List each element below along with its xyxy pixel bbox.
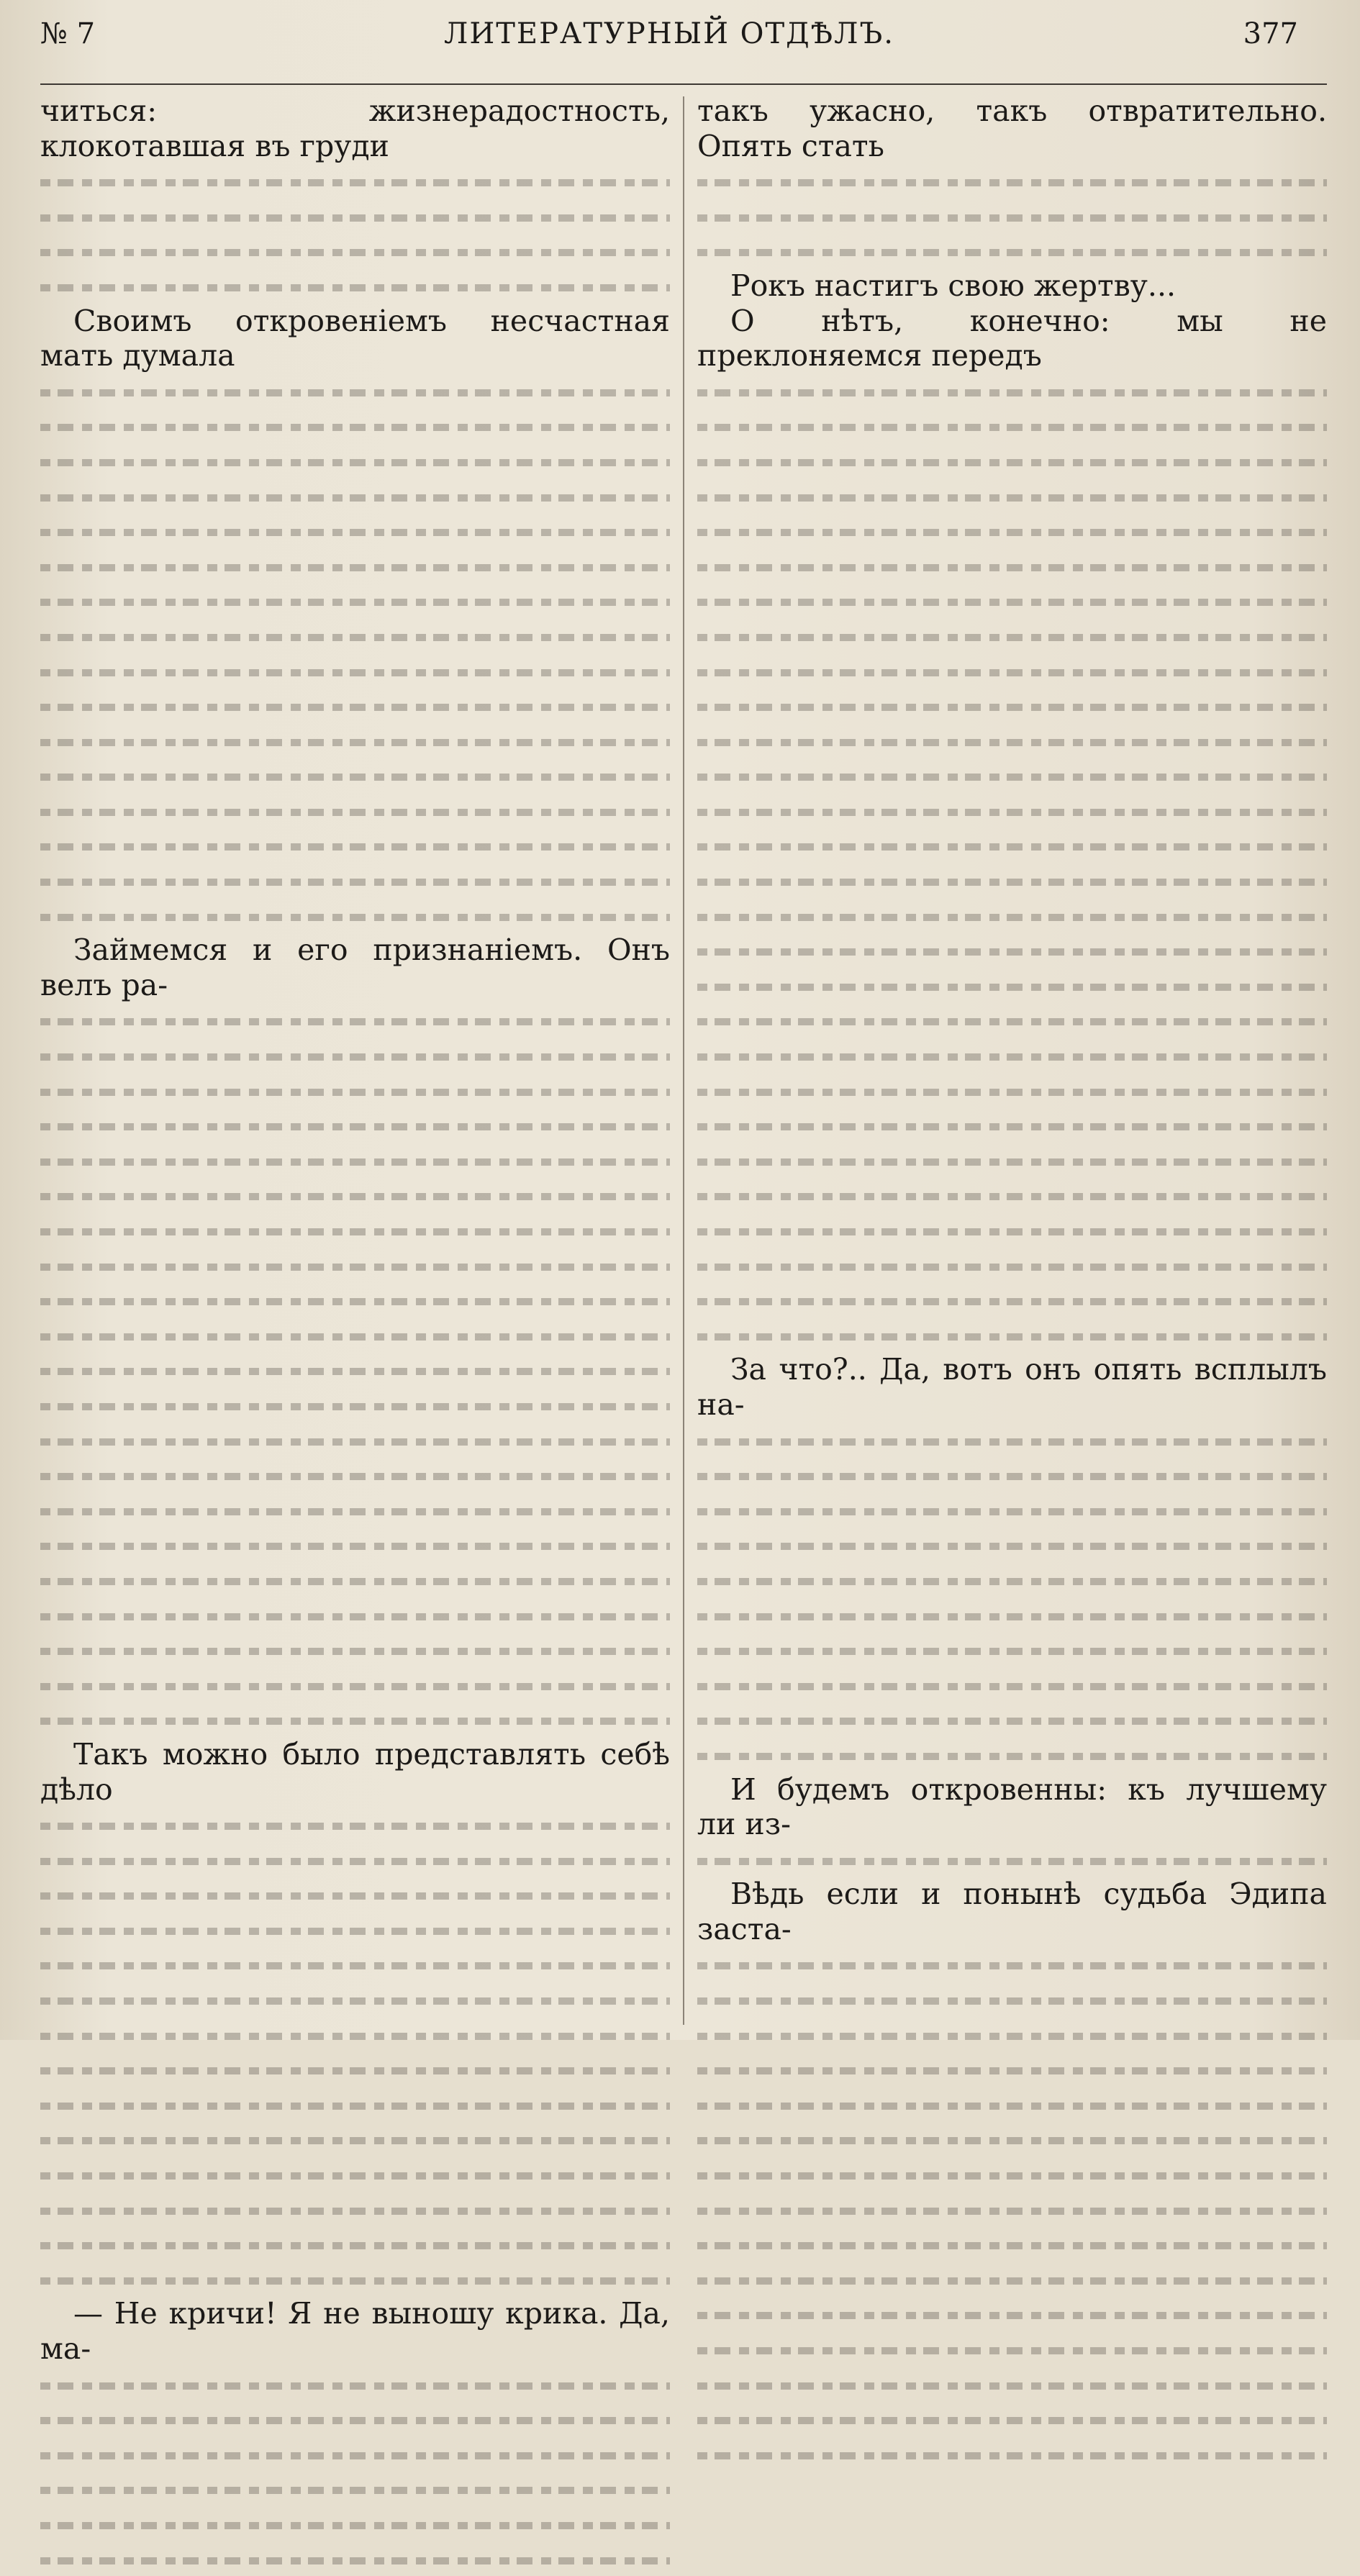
text-columns <box>40 94 1327 2366</box>
paragraph: Вѣдь если и понынѣ судьба Эдипа заста- <box>697 1877 1327 1946</box>
paragraph: Займемся и его признаніемъ. Онъ велъ ра- <box>40 933 670 1002</box>
right-column <box>697 94 1327 2029</box>
paragraph: О нѣтъ, конечно: мы не преклоняемся передъ <box>697 303 1327 373</box>
paragraph: читься: жизнерадостность, клокотавшая въ груди <box>40 94 670 163</box>
paragraph: За что?.. Да, вотъ онъ опять всплылъ на- <box>697 1352 1327 1422</box>
paragraph: Своимъ откровеніемъ несчастная мать думала <box>40 303 670 373</box>
paragraph: И будемъ откровенны: къ лучшему ли из- <box>697 1772 1327 1842</box>
paragraph: — Не кричи! Я не выношу крика. Да, ма- <box>40 2296 670 2366</box>
paragraph: Такъ можно было представлять себѣ дѣло <box>40 1736 670 1807</box>
page-header <box>40 17 1327 85</box>
paragraph: Рокъ настигъ свою жертву... <box>730 268 1177 303</box>
left-column <box>40 94 670 2366</box>
page-number: 377 <box>1243 17 1298 50</box>
column-divider <box>683 96 684 2025</box>
section-title: ЛИТЕРАТУРНЫЙ ОТДѢЛЪ. <box>443 17 894 50</box>
issue-number: № 7 <box>40 17 96 50</box>
paragraph: такъ ужасно, такъ отвратительно. Опять стать <box>697 94 1327 163</box>
